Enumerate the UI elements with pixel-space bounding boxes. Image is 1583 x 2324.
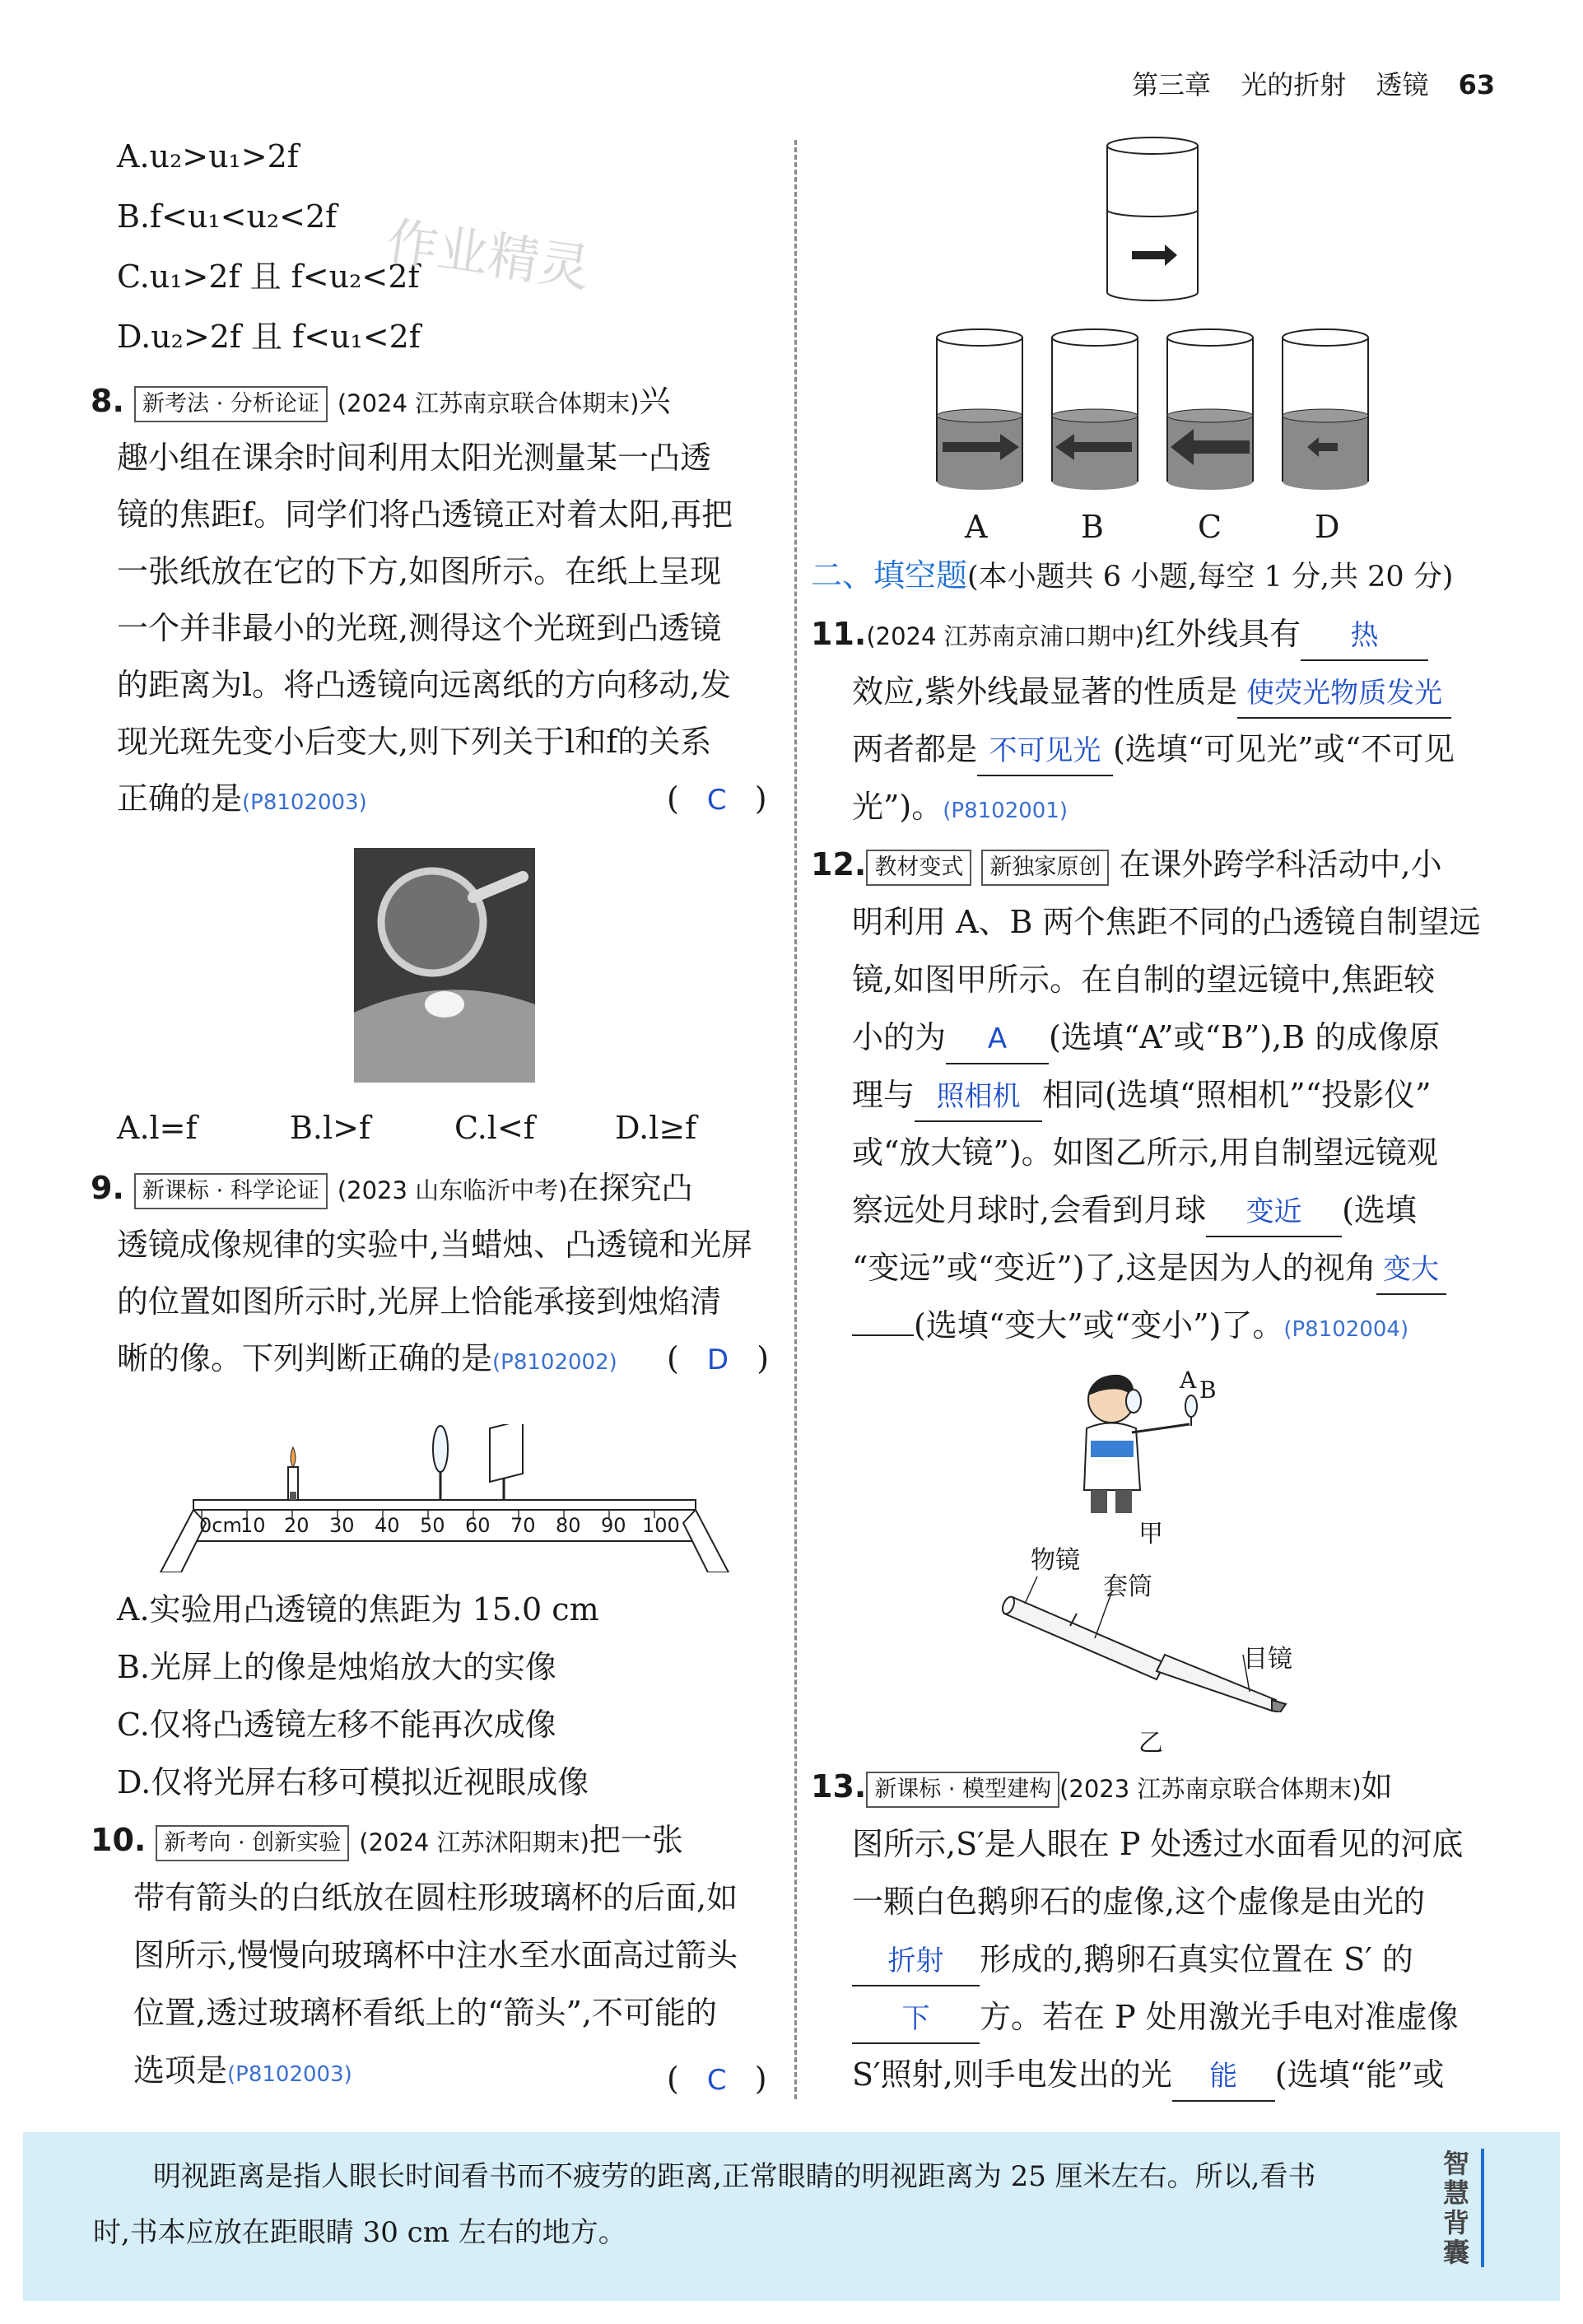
q9-line-0: 在探究凸 bbox=[567, 1170, 693, 1206]
q7-option-b: B.f<u₁<u₂<2f bbox=[117, 198, 338, 235]
q13-number: 13. bbox=[811, 1768, 867, 1805]
q11-answer-1: 热 bbox=[1301, 612, 1428, 661]
q12-text-7b: (选填 bbox=[1342, 1192, 1417, 1228]
lens-a-label: A bbox=[1180, 1367, 1197, 1394]
q10-line-0: 把一张 bbox=[589, 1822, 683, 1858]
q12-text-8a: “变远”或“变近”)了,这是因为人的视角 bbox=[852, 1250, 1376, 1286]
q10-code: (P8102003) bbox=[227, 2062, 352, 2087]
q13-answer-2: 下 bbox=[852, 1995, 980, 2044]
q11-answer-3: 不可见光 bbox=[977, 727, 1113, 776]
q13-line-4 bbox=[852, 1930, 1413, 1988]
cup-label-d: D bbox=[1315, 509, 1340, 545]
q9-answer-box bbox=[667, 1330, 769, 1389]
q10-line-4 bbox=[133, 2042, 352, 2103]
q9-line-1: 透镜成像规律的实验中,当蜡烛、凸透镜和光屏 bbox=[117, 1227, 753, 1263]
q8-source: (2024 江苏南京联合体期末) bbox=[337, 389, 640, 417]
footer-side-label: 智慧背囊 bbox=[1443, 2149, 1484, 2267]
fig-yi-telescope bbox=[988, 1548, 1301, 1712]
q12-line-5 bbox=[852, 1066, 1432, 1124]
ruler-label-100: 100 bbox=[642, 1514, 680, 1537]
q9-paren-open: ( bbox=[667, 1340, 679, 1376]
q9-line-3 bbox=[117, 1330, 617, 1391]
q9-option-c: C.仅将凸透镜左移不能再次成像 bbox=[117, 1707, 556, 1743]
q10-line-2: 图所示,慢慢向玻璃杯中注水至水面高过箭头 bbox=[133, 1937, 738, 1973]
section-desc: (本小题共 6 小题,每空 1 分,共 20 分) bbox=[967, 561, 1454, 594]
q13-line-6 bbox=[852, 2046, 1444, 2103]
q10-number: 10. bbox=[91, 1822, 147, 1858]
ruler-labels bbox=[198, 1510, 691, 1541]
q12-text-9: (选填“变大”或“变小”)了。 bbox=[914, 1307, 1284, 1344]
q13-tag: 新课标 · 模型建构 bbox=[866, 1772, 1059, 1808]
q10-first-line bbox=[91, 1811, 683, 1871]
q12-line-6: 或“放大镜”)。如图乙所示,用自制望远镜观 bbox=[852, 1134, 1438, 1171]
q11-text-3: 两者都是 bbox=[852, 731, 978, 767]
q8-first-line bbox=[91, 372, 671, 432]
q13-answer-1: 折射 bbox=[852, 1937, 980, 1986]
ruler-label-30: 30 bbox=[329, 1514, 355, 1537]
q8-line-7-text: 正确的是 bbox=[117, 780, 243, 817]
q7-option-d: D.u₂>2f 且 f<u₁<2f bbox=[117, 319, 421, 355]
q12-answer-3: 变近 bbox=[1206, 1188, 1342, 1237]
q10-line-1: 带有箭头的白纸放在圆柱形玻璃杯的后面,如 bbox=[133, 1879, 738, 1916]
footer-line-2: 时,书本应放在距眼睛 30 cm 左右的地方。 bbox=[93, 2216, 626, 2249]
q8-photo bbox=[354, 848, 535, 1083]
q11-text-1: 红外线具有 bbox=[1143, 616, 1301, 652]
q9-answer: D bbox=[706, 1344, 729, 1376]
fig-jia-label: 甲 bbox=[1138, 1520, 1163, 1549]
q8-line-6: 现光斑先变小后变大,则下列关于l和f的关系 bbox=[117, 724, 712, 760]
ruler-label-0: 0cm bbox=[199, 1514, 242, 1537]
q8-tag: 新考法 · 分析论证 bbox=[134, 386, 328, 422]
q13-source: (2023 江苏南京联合体期末) bbox=[1059, 1775, 1362, 1803]
cup-label-c: C bbox=[1198, 509, 1222, 545]
q10-answer: C bbox=[706, 2064, 727, 2097]
q10-source: (2024 江苏沭阳期末) bbox=[359, 1828, 589, 1856]
q8-option-a: A.l=f bbox=[117, 1110, 198, 1146]
q9-code: (P8102002) bbox=[492, 1350, 617, 1375]
q12-number: 12. bbox=[811, 846, 867, 883]
q8-options bbox=[117, 1099, 710, 1157]
q11-text-2: 效应,紫外线最显著的性质是 bbox=[852, 673, 1238, 710]
q9-tag: 新课标 · 科学论证 bbox=[134, 1173, 328, 1209]
cup-label-b: B bbox=[1081, 509, 1104, 545]
q8-line-2: 镜的焦距f。同学们将凸透镜正对着太阳,再把 bbox=[117, 496, 733, 533]
q10-line-4-text: 选项是 bbox=[133, 2052, 228, 2089]
chapter-title: 光的折射 bbox=[1241, 69, 1347, 100]
q13-line-3: 一颗白色鹅卵石的虚像,这个虚像是由光的 bbox=[852, 1884, 1426, 1920]
q13-line-5 bbox=[852, 1988, 1459, 2046]
ruler-label-60: 60 bbox=[465, 1514, 491, 1537]
q8-paren-open: ( bbox=[667, 780, 679, 817]
optical-bench-figure bbox=[156, 1424, 733, 1572]
q12-text-1: 在课外跨学科活动中,小 bbox=[1119, 846, 1442, 883]
q10-line-3: 位置,透过玻璃杯看纸上的“箭头”,不可能的 bbox=[133, 1995, 718, 2031]
chapter-label: 第三章 bbox=[1132, 69, 1212, 100]
q12-answer-2: 照相机 bbox=[915, 1073, 1042, 1122]
q12-line-1 bbox=[811, 836, 1442, 893]
q10-tag: 新考向 · 创新实验 bbox=[156, 1825, 349, 1861]
q8-line-1: 趣小组在课余时间利用太阳光测量某一凸透 bbox=[117, 440, 712, 476]
q11-line-2 bbox=[852, 663, 1451, 720]
ruler-label-50: 50 bbox=[420, 1514, 445, 1537]
q11-line-4 bbox=[852, 778, 1068, 840]
q12-text-5b: 相同(选填“照相机”“投影仪” bbox=[1042, 1077, 1432, 1113]
q12-answer-4: 变大 bbox=[1376, 1246, 1446, 1295]
q12-answer-4-tail bbox=[852, 1334, 914, 1336]
q8-line-0: 兴 bbox=[639, 383, 671, 419]
section-heading bbox=[811, 547, 1453, 606]
q12-text-7a: 察远处月球时,会看到月球 bbox=[852, 1192, 1207, 1228]
page-number: 63 bbox=[1458, 69, 1496, 100]
q11-line-3 bbox=[852, 720, 1455, 778]
q8-line-3: 一张纸放在它的下方,如图所示。在纸上呈现 bbox=[117, 553, 722, 589]
q13-line-1 bbox=[811, 1758, 1393, 1818]
column-divider bbox=[794, 140, 797, 2099]
q9-line-3-text: 晰的像。下列判断正确的是 bbox=[117, 1340, 493, 1376]
ruler-label-70: 70 bbox=[510, 1514, 536, 1537]
fig-yi-label: 乙 bbox=[1138, 1729, 1163, 1758]
q12-code: (P8102004) bbox=[1283, 1317, 1409, 1342]
q10-answer-box bbox=[667, 2050, 767, 2109]
q11-text-4: (选填“可见光”或“不可见 bbox=[1113, 731, 1455, 767]
ruler-label-20: 20 bbox=[284, 1514, 310, 1537]
q12-line-4 bbox=[852, 1008, 1440, 1066]
q9-source: (2023 山东临沂中考) bbox=[337, 1176, 568, 1204]
q13-text-5b: 方。若在 P 处用激光手电对准虚像 bbox=[980, 1999, 1459, 2035]
q12-line-7 bbox=[852, 1181, 1417, 1239]
objective-label: 物镜 bbox=[1031, 1546, 1080, 1575]
ruler-label-90: 90 bbox=[601, 1514, 626, 1537]
lens-b-label: B bbox=[1199, 1376, 1217, 1404]
footer-tip-box bbox=[23, 2132, 1560, 2301]
q12-text-4a: 小的为 bbox=[852, 1019, 947, 1055]
cup-label-a: A bbox=[965, 509, 988, 545]
eyepiece-label: 目镜 bbox=[1243, 1645, 1292, 1674]
q8-option-b: B.l>f bbox=[290, 1110, 371, 1146]
q9-option-a: A.实验用凸透镜的焦距为 15.0 cm bbox=[117, 1591, 599, 1628]
q13-line-2: 图所示,S′是人眼在 P 处透过水面看见的河底 bbox=[852, 1826, 1464, 1862]
q11-line-1 bbox=[811, 605, 1428, 665]
q13-text-6a: S′照射,则手电发出的光 bbox=[852, 2056, 1172, 2093]
ruler-label-40: 40 bbox=[375, 1514, 400, 1537]
footer-line-1: 明视距离是指人眼长时间看书而不疲劳的距离,正常眼睛的明视距离为 25 厘米左右。所以,看书 bbox=[153, 2160, 1316, 2193]
q12-line-3: 镜,如图甲所示。在自制的望远镜中,焦距较 bbox=[852, 962, 1436, 998]
q8-paren-close: ) bbox=[754, 780, 767, 817]
q9-line-2: 的位置如图所示时,光屏上恰能承接到烛焰清 bbox=[117, 1283, 722, 1320]
q10-paren-open: ( bbox=[667, 2061, 679, 2097]
q13-text-6b: (选填“能”或 bbox=[1274, 2056, 1445, 2093]
q8-option-c: C.l<f bbox=[454, 1110, 535, 1146]
q12-text-5a: 理与 bbox=[852, 1077, 915, 1113]
q8-answer: C bbox=[706, 784, 727, 817]
q7-option-c: C.u₁>2f 且 f<u₂<2f bbox=[117, 258, 420, 295]
q7-option-a: A.u₂>u₁>2f bbox=[117, 138, 299, 175]
q13-text-4b: 形成的,鹅卵石真实位置在 S′ 的 bbox=[980, 1941, 1413, 1977]
q12-answer-1: A bbox=[946, 1015, 1049, 1064]
q8-number: 8. bbox=[91, 383, 124, 419]
q9-option-b: B.光屏上的像是烛焰放大的实像 bbox=[117, 1649, 557, 1685]
q8-answer-box bbox=[667, 770, 767, 829]
q9-option-d: D.仅将光屏右移可模拟近视眼成像 bbox=[117, 1764, 589, 1800]
ruler-label-80: 80 bbox=[556, 1514, 581, 1537]
fig-jia-boy bbox=[1074, 1367, 1222, 1515]
q12-line-8 bbox=[852, 1239, 1446, 1297]
page-header bbox=[1132, 64, 1495, 102]
q8-code: (P8102003) bbox=[242, 790, 367, 815]
q13-text-1: 如 bbox=[1361, 1768, 1393, 1805]
q8-line-4: 一个并非最小的光斑,测得这个光斑到凸透镜 bbox=[117, 610, 722, 646]
q12-tag-1: 教材变式 bbox=[866, 850, 971, 886]
q11-source: (2024 江苏南京浦口期中) bbox=[866, 622, 1144, 650]
q8-option-d: D.l≥f bbox=[615, 1110, 697, 1146]
section-title: 二、填空题 bbox=[811, 557, 968, 594]
q8-line-7 bbox=[117, 770, 367, 831]
ruler-label-10: 10 bbox=[240, 1514, 266, 1537]
q11-code: (P8102001) bbox=[943, 799, 1069, 823]
q9-first-line bbox=[91, 1159, 693, 1219]
q11-text-5: 光”)。 bbox=[852, 789, 943, 825]
q12-line-9 bbox=[852, 1297, 1408, 1358]
watermark: 作业精灵 bbox=[383, 211, 594, 299]
q10-paren-close: ) bbox=[754, 2061, 767, 2097]
q12-line-2: 明利用 A、B 两个焦距不同的凸透镜自制望远 bbox=[852, 904, 1481, 940]
q13-answer-3: 能 bbox=[1172, 2052, 1275, 2102]
q9-number: 9. bbox=[91, 1170, 124, 1206]
q12-text-4b: (选填“A”或“B”),B 的成像原 bbox=[1049, 1019, 1441, 1055]
cups-figure bbox=[922, 136, 1383, 510]
q8-line-5: 的距离为l。将凸透镜向远离纸的方向移动,发 bbox=[117, 667, 732, 703]
q12-tag-2: 新独家原创 bbox=[981, 850, 1109, 886]
q11-answer-2: 使荧光物质发光 bbox=[1237, 669, 1451, 719]
chapter-sub: 透镜 bbox=[1376, 69, 1429, 100]
q11-number: 11. bbox=[811, 616, 867, 652]
q9-paren-close: ) bbox=[757, 1340, 770, 1376]
tube-label: 套筒 bbox=[1103, 1572, 1152, 1601]
